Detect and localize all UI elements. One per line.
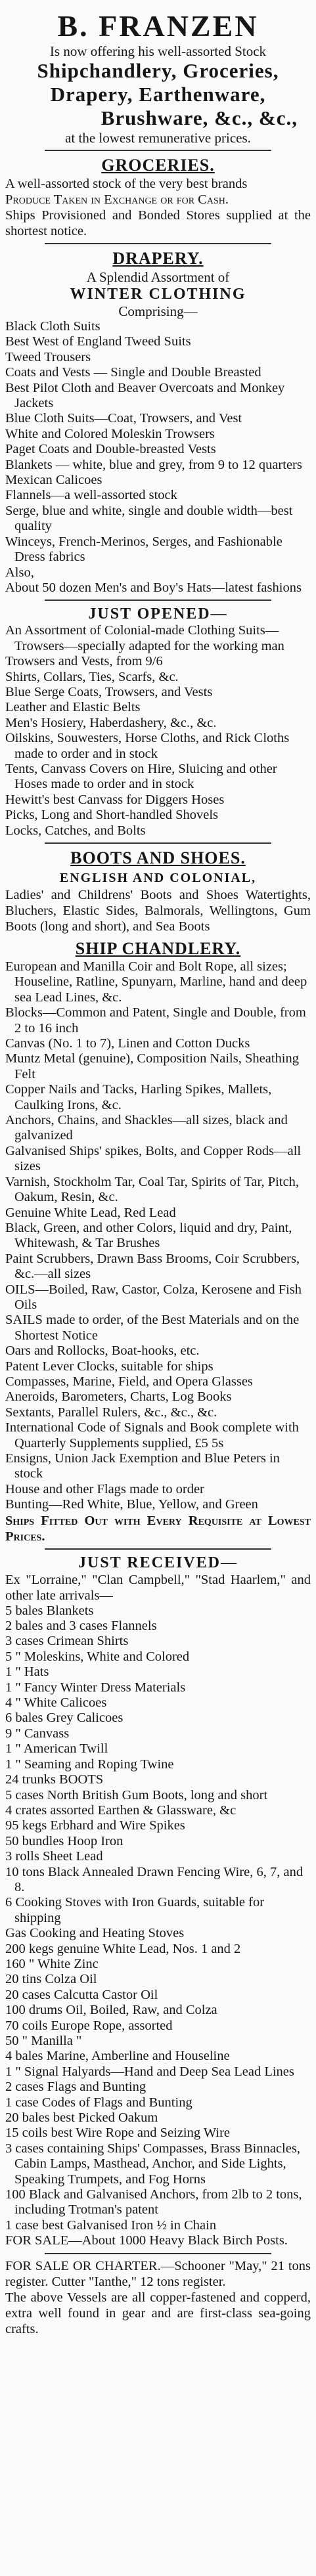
- list-item: Mexican Calicoes: [5, 473, 102, 488]
- list-item: Oars and Rollocks, Boat-hooks, etc.: [5, 1343, 200, 1359]
- list-item: 6 bales Grey Calicoes: [5, 1711, 124, 1726]
- section-subheading: A Splendid Assortment of: [86, 269, 230, 285]
- charter-text: The above Vessels are all copper-fastened and copperd, extra well found in gear and are first-class sea-going crafts.: [5, 2290, 311, 2336]
- list-item: Copper Nails and Tacks, Harling Spikes, Mallets, Caulking Irons, &c.: [5, 1082, 272, 1112]
- list-item: 1 case best Galvanised Iron ½ in Chain: [5, 2217, 217, 2233]
- section-heading: GROCERIES.: [101, 156, 215, 175]
- list-item: 1 " Seaming and Roping Twine: [5, 1757, 174, 1772]
- header-line: at the lowest remunerative prices.: [65, 130, 251, 146]
- list-item: 1 " Hats: [5, 1665, 49, 1680]
- list-item: Gas Cooking and Heating Stoves: [5, 1926, 185, 1941]
- section-text: A well-assorted stock of the very best brands: [5, 177, 248, 191]
- list-item: 50 bundles Hoop Iron: [5, 1833, 124, 1848]
- advertisement: [5, 9, 311, 2337]
- list-item: Paint Scrubbers, Drawn Bass Brooms, Coir Scrubbers, &c.—all sizes: [5, 1251, 300, 1282]
- list-item: 1 " American Twill: [5, 1741, 108, 1757]
- list-item: Aneroids, Barometers, Charts, Log Books: [5, 1389, 232, 1405]
- drapery-list: [5, 319, 311, 596]
- list-item: Locks, Catches, and Bolts: [5, 823, 146, 838]
- list-item: An Assortment of Colonial-made Clothing Suits—Trowsers—specially adapted for the working man: [5, 623, 284, 653]
- list-item: Paget Coats and Double-breasted Vests: [5, 442, 216, 457]
- divider: [45, 150, 271, 151]
- list-item: SAILS made to order, of the Best Materials and on the Shortest Notice: [5, 1313, 300, 1343]
- list-item: 3 rolls Sheet Lead: [5, 1849, 103, 1864]
- list-item: 15 coils best Wire Rope and Seizing Wire: [5, 2126, 231, 2141]
- list-item: 9 " Canvass: [5, 1726, 70, 1741]
- divider: [45, 600, 271, 601]
- section-subheading: ENGLISH AND COLONIAL,: [59, 871, 257, 885]
- list-item: Blue Cloth Suits—Coat, Trowsers, and Vest: [5, 411, 242, 426]
- list-item: Black, Green, and other Colors, liquid and dry, Paint, Whitewash, & Tar Brushes: [5, 1220, 292, 1251]
- list-item: Black Cloth Suits: [5, 319, 101, 334]
- list-item: Picks, Long and Short-handled Shovels: [5, 808, 218, 823]
- list-item: Blankets — white, blue and grey, from 9 to 12 quarters: [5, 457, 302, 472]
- list-item: 6 Cooking Stoves with Iron Guards, suitable for shipping: [5, 1895, 265, 1925]
- list-item: Flannels—a well-assorted stock: [5, 488, 177, 503]
- list-item: Oilskins, Souwesters, Horse Cloths, and Rick Cloths made to order and in stock: [5, 731, 290, 761]
- list-item: Blocks—Common and Patent, Single and Double, from 2 to 16 inch: [5, 1005, 306, 1036]
- just-opened-list: [5, 623, 311, 839]
- divider: [45, 842, 271, 844]
- list-item: 24 trunks BOOTS: [5, 1772, 104, 1787]
- just-received-list: [5, 1604, 311, 2249]
- list-item: Best Pilot Cloth and Beaver Overcoats and Monkey Jackets: [5, 380, 285, 411]
- section-text: Ships Fitted Out with Every Requisite at Lowest Prices.: [5, 1513, 311, 1544]
- list-item: Genuine White Lead, Red Lead: [5, 1205, 176, 1220]
- list-item: 1 " Fancy Winter Dress Materials: [5, 1680, 186, 1695]
- list-item: Winceys, French-Merinos, Serges, and Fashionable Dress fabrics: [5, 534, 282, 565]
- advertiser-name: B. FRANZEN: [57, 9, 259, 43]
- section-text: Ships Provisioned and Bonded Stores supplied at the shortest notice.: [5, 208, 311, 238]
- list-item: 160 " White Zinc: [5, 1956, 99, 1971]
- divider: [45, 2253, 271, 2254]
- list-item: Compasses, Marine, Field, and Opera Glasses: [5, 1374, 253, 1389]
- list-item: 5 " Moleskins, White and Colored: [5, 1649, 190, 1664]
- list-item: Bunting—Red White, Blue, Yellow, and Green: [5, 1497, 258, 1512]
- list-item: 3 cases containing Ships' Compasses, Brass Binnacles, Cabin Lamps, Masthead, Anchor, and Side Lights, Speaking Trumpets, and Fog Horns: [5, 2141, 300, 2187]
- list-item: 1 " Signal Halyards—Hand and Deep Sea Lead Lines: [5, 2064, 294, 2079]
- list-item: Hewitt's best Canvass for Diggers Hoses: [5, 792, 225, 807]
- list-item: 4 bales Marine, Amberline and Houseline: [5, 2049, 230, 2064]
- section-heading: JUST OPENED—: [88, 605, 228, 623]
- list-item: Muntz Metal (genuine), Composition Nails, Sheathing Felt: [5, 1051, 299, 1081]
- list-item: Also,: [5, 565, 34, 580]
- list-item: 70 coils Europe Rope, assorted: [5, 2018, 173, 2033]
- list-item: Sextants, Parallel Rulers, &c., &c., &c.: [5, 1405, 217, 1420]
- list-item: Shirts, Collars, Ties, Scarfs, &c.: [5, 669, 179, 684]
- list-item: Anchors, Chains, and Shackles—all sizes, black and galvanized: [5, 1113, 288, 1143]
- list-item: 2 bales and 3 cases Flannels: [5, 1619, 157, 1634]
- list-item: 100 Black and Galvanised Anchors, from 2lb to 2 tons, including Trotman's patent: [5, 2187, 302, 2217]
- list-item: About 50 dozen Men's and Boy's Hats—latest fashions: [5, 580, 302, 595]
- list-item: Ensigns, Union Jack Exemption and Blue Peters in stock: [5, 1451, 280, 1481]
- list-item: Trowsers and Vests, from 9/6: [5, 654, 163, 669]
- section-heading: SHIP CHANDLERY.: [75, 939, 241, 958]
- list-item: Galvanised Ships' spikes, Bolts, and Copper Rods—all sizes: [5, 1143, 302, 1174]
- list-item: Coats and Vests — Single and Double Breasted: [5, 365, 261, 380]
- list-item: Serge, blue and white, single and double width—best quality: [5, 503, 293, 534]
- list-item: OILS—Boiled, Raw, Castor, Colza, Kerosene and Fish Oils: [5, 1282, 302, 1312]
- list-item: Varnish, Stockholm Tar, Coal Tar, Spirits of Tar, Pitch, Oakum, Resin, &c.: [5, 1174, 300, 1205]
- list-item: Men's Hosiery, Haberdashery, &c., &c.: [5, 715, 217, 730]
- list-item: Tents, Canvass Covers on Hire, Sluicing and other Hoses made to order and in stock: [5, 761, 277, 792]
- list-item: FOR SALE—About 1000 Heavy Black Birch Posts.: [5, 2233, 288, 2248]
- list-item: 2 cases Flags and Bunting: [5, 2080, 147, 2095]
- list-item: European and Manilla Coir and Bolt Rope, all sizes; Houseline, Ratline, Spunyarn, Marline, hand and deep sea Lead Lines, &c.: [5, 959, 307, 1005]
- list-item: 50 " Manilla ": [5, 2034, 82, 2048]
- section-heading: BOOTS AND SHOES.: [70, 848, 246, 867]
- ship-chandlery-list: [5, 959, 311, 1513]
- header-line: Brushware, &c., &c.,: [101, 106, 298, 129]
- list-item: 4 crates assorted Earthen & Glassware, &c: [5, 1802, 237, 1818]
- section-subheading: WINTER CLOTHING: [70, 286, 246, 303]
- section-text: Produce Taken in Exchange or for Cash.: [5, 192, 229, 207]
- list-item: 20 tins Colza Oil: [5, 1972, 97, 1987]
- section-subheading: Comprising—: [118, 303, 198, 319]
- list-item: White and Colored Moleskin Trowsers: [5, 426, 215, 441]
- list-item: Tweed Trousers: [5, 349, 91, 364]
- list-item: 100 drums Oil, Boiled, Raw, and Colza: [5, 2003, 217, 2018]
- list-item: Leather and Elastic Belts: [5, 700, 141, 715]
- list-item: 20 cases Calcutta Castor Oil: [5, 1987, 158, 2002]
- list-item: Patent Lever Clocks, suitable for ships: [5, 1359, 214, 1374]
- section-text: Ex "Lorraine," "Clan Campbell," "Stad Haarlem," and other late arrivals—: [5, 1572, 311, 1603]
- list-item: Canvas (No. 1 to 7), Linen and Cotton Ducks: [5, 1036, 250, 1051]
- divider: [45, 243, 271, 244]
- list-item: 5 bales Blankets: [5, 1603, 94, 1618]
- header-line: Is now offering his well-assorted Stock: [49, 43, 267, 59]
- section-text: Ladies' and Childrens' Boots and Shoes Watertights, Bluchers, Elastic Sides, Balmorals, Wellingtons, Gum Boots (long and short), and Sea Boots: [5, 888, 311, 934]
- charter-notice: FOR SALE OR CHARTER.—Schooner "May," 21 tons register. Cutter "Ianthe," 12 tons register.: [5, 2258, 311, 2289]
- list-item: Best West of England Tweed Suits: [5, 334, 191, 349]
- list-item: 3 cases Crimean Shirts: [5, 1634, 129, 1649]
- list-item: 1 case Codes of Flags and Bunting: [5, 2095, 192, 2110]
- list-item: International Code of Signals and Book complete with Quarterly Supplements supplied, £5 5s: [5, 1420, 299, 1451]
- header-line: Drapery, Earthenware,: [50, 83, 266, 106]
- list-item: 5 cases North British Gum Boots, long and short: [5, 1787, 268, 1802]
- divider: [45, 1548, 271, 1550]
- section-heading: JUST RECEIVED—: [78, 1554, 238, 1571]
- list-item: 200 kegs genuine White Lead, Nos. 1 and 2: [5, 1941, 241, 1956]
- list-item: 10 tons Black Annealed Drawn Fencing Wire, 6, 7, and 8.: [5, 1864, 304, 1894]
- section-heading: DRAPERY.: [112, 249, 204, 268]
- list-item: 4 " White Calicoes: [5, 1695, 107, 1711]
- list-item: 95 kegs Erbhard and Wire Spikes: [5, 1818, 185, 1833]
- list-item: 20 bales best Picked Oakum: [5, 2110, 158, 2126]
- header-line: Shipchandlery, Groceries,: [37, 59, 279, 82]
- list-item: House and other Flags made to order: [5, 1481, 204, 1496]
- list-item: Blue Serge Coats, Trowsers, and Vests: [5, 684, 213, 699]
